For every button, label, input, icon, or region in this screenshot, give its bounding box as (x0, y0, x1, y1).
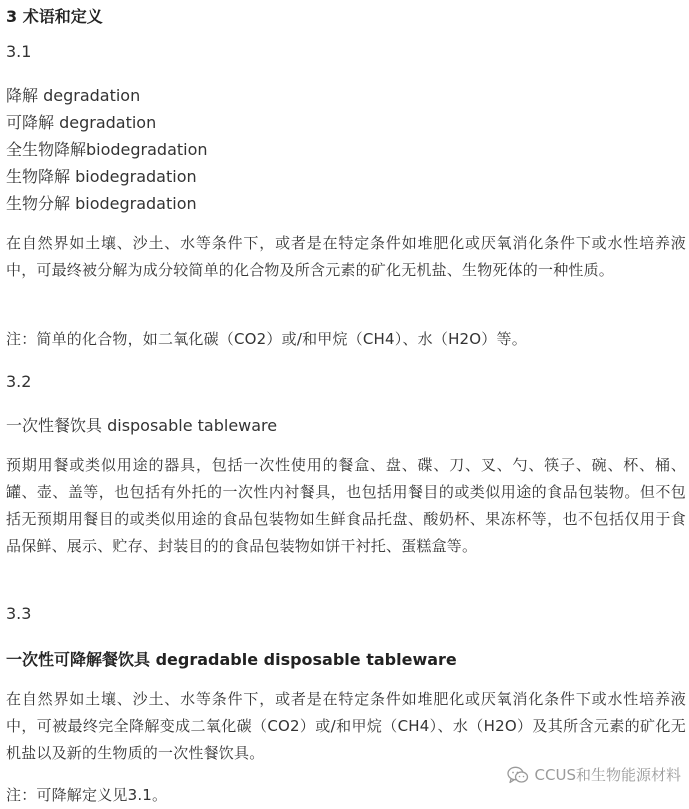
term-3-1-name-5: 生物分解 biodegradation (6, 194, 197, 213)
term-3-2-name: 一次性餐饮具 disposable tableware (6, 416, 278, 435)
term-number-3-3: 3.3 (6, 604, 32, 623)
term-number-3-1: 3.1 (6, 42, 32, 61)
wechat-icon (507, 766, 529, 784)
section-heading: 3 术语和定义 (6, 7, 103, 26)
watermark (507, 764, 681, 785)
watermark-text: CCUS和生物能源材料 (534, 766, 681, 784)
term-3-1-name-3: 全生物降解biodegradation (6, 140, 208, 159)
term-3-2-definition: 预期用餐或类似用途的器具，包括一次性使用的餐盒、盘、碟、刀、叉、勺、筷子、碗、杯、桶、罐、壶、盖等，也包括有外托的一次性内衬餐具，也包括用餐目的或类似用途的食品包装物。但不包括无预期用餐目的或类似用途的食品包装物如生鲜食品托盘、酸奶杯、果冻杯等，也不包括仅用于食品保鲜、展示、贮存、封装目的的食品包装物如饼干衬托、蛋糕盒等。 (6, 456, 686, 555)
term-number-3-2: 3.2 (6, 372, 32, 391)
term-3-3-name: 一次性可降解餐饮具 degradable disposable tableware (6, 650, 457, 669)
term-3-1-definition: 在自然界如土壤、沙土、水等条件下，或者是在特定条件如堆肥化或厌氧消化条件下或水性培养液中，可最终被分解为成分较简单的化合物及所含元素的矿化无机盐、生物死体的一种性质。 (6, 234, 686, 279)
term-3-3-note: 注：可降解定义见3.1。 (6, 786, 168, 804)
term-3-1-name-1: 降解 degradation (6, 86, 141, 105)
term-3-1-name-2: 可降解 degradation (6, 113, 157, 132)
term-3-3-definition: 在自然界如土壤、沙土、水等条件下，或者是在特定条件如堆肥化或厌氧消化条件下或水性培养液中，可被最终完全降解变成二氧化碳（CO2）或/和甲烷（CH4）、水（H2O）及其所含元素的矿化无机盐以及新的生物质的一次性餐饮具。 (6, 690, 686, 762)
term-3-1-note: 注：简单的化合物，如二氧化碳（CO2）或/和甲烷（CH4）、水（H2O）等。 (6, 330, 527, 348)
term-3-1-name-4: 生物降解 biodegradation (6, 167, 197, 186)
